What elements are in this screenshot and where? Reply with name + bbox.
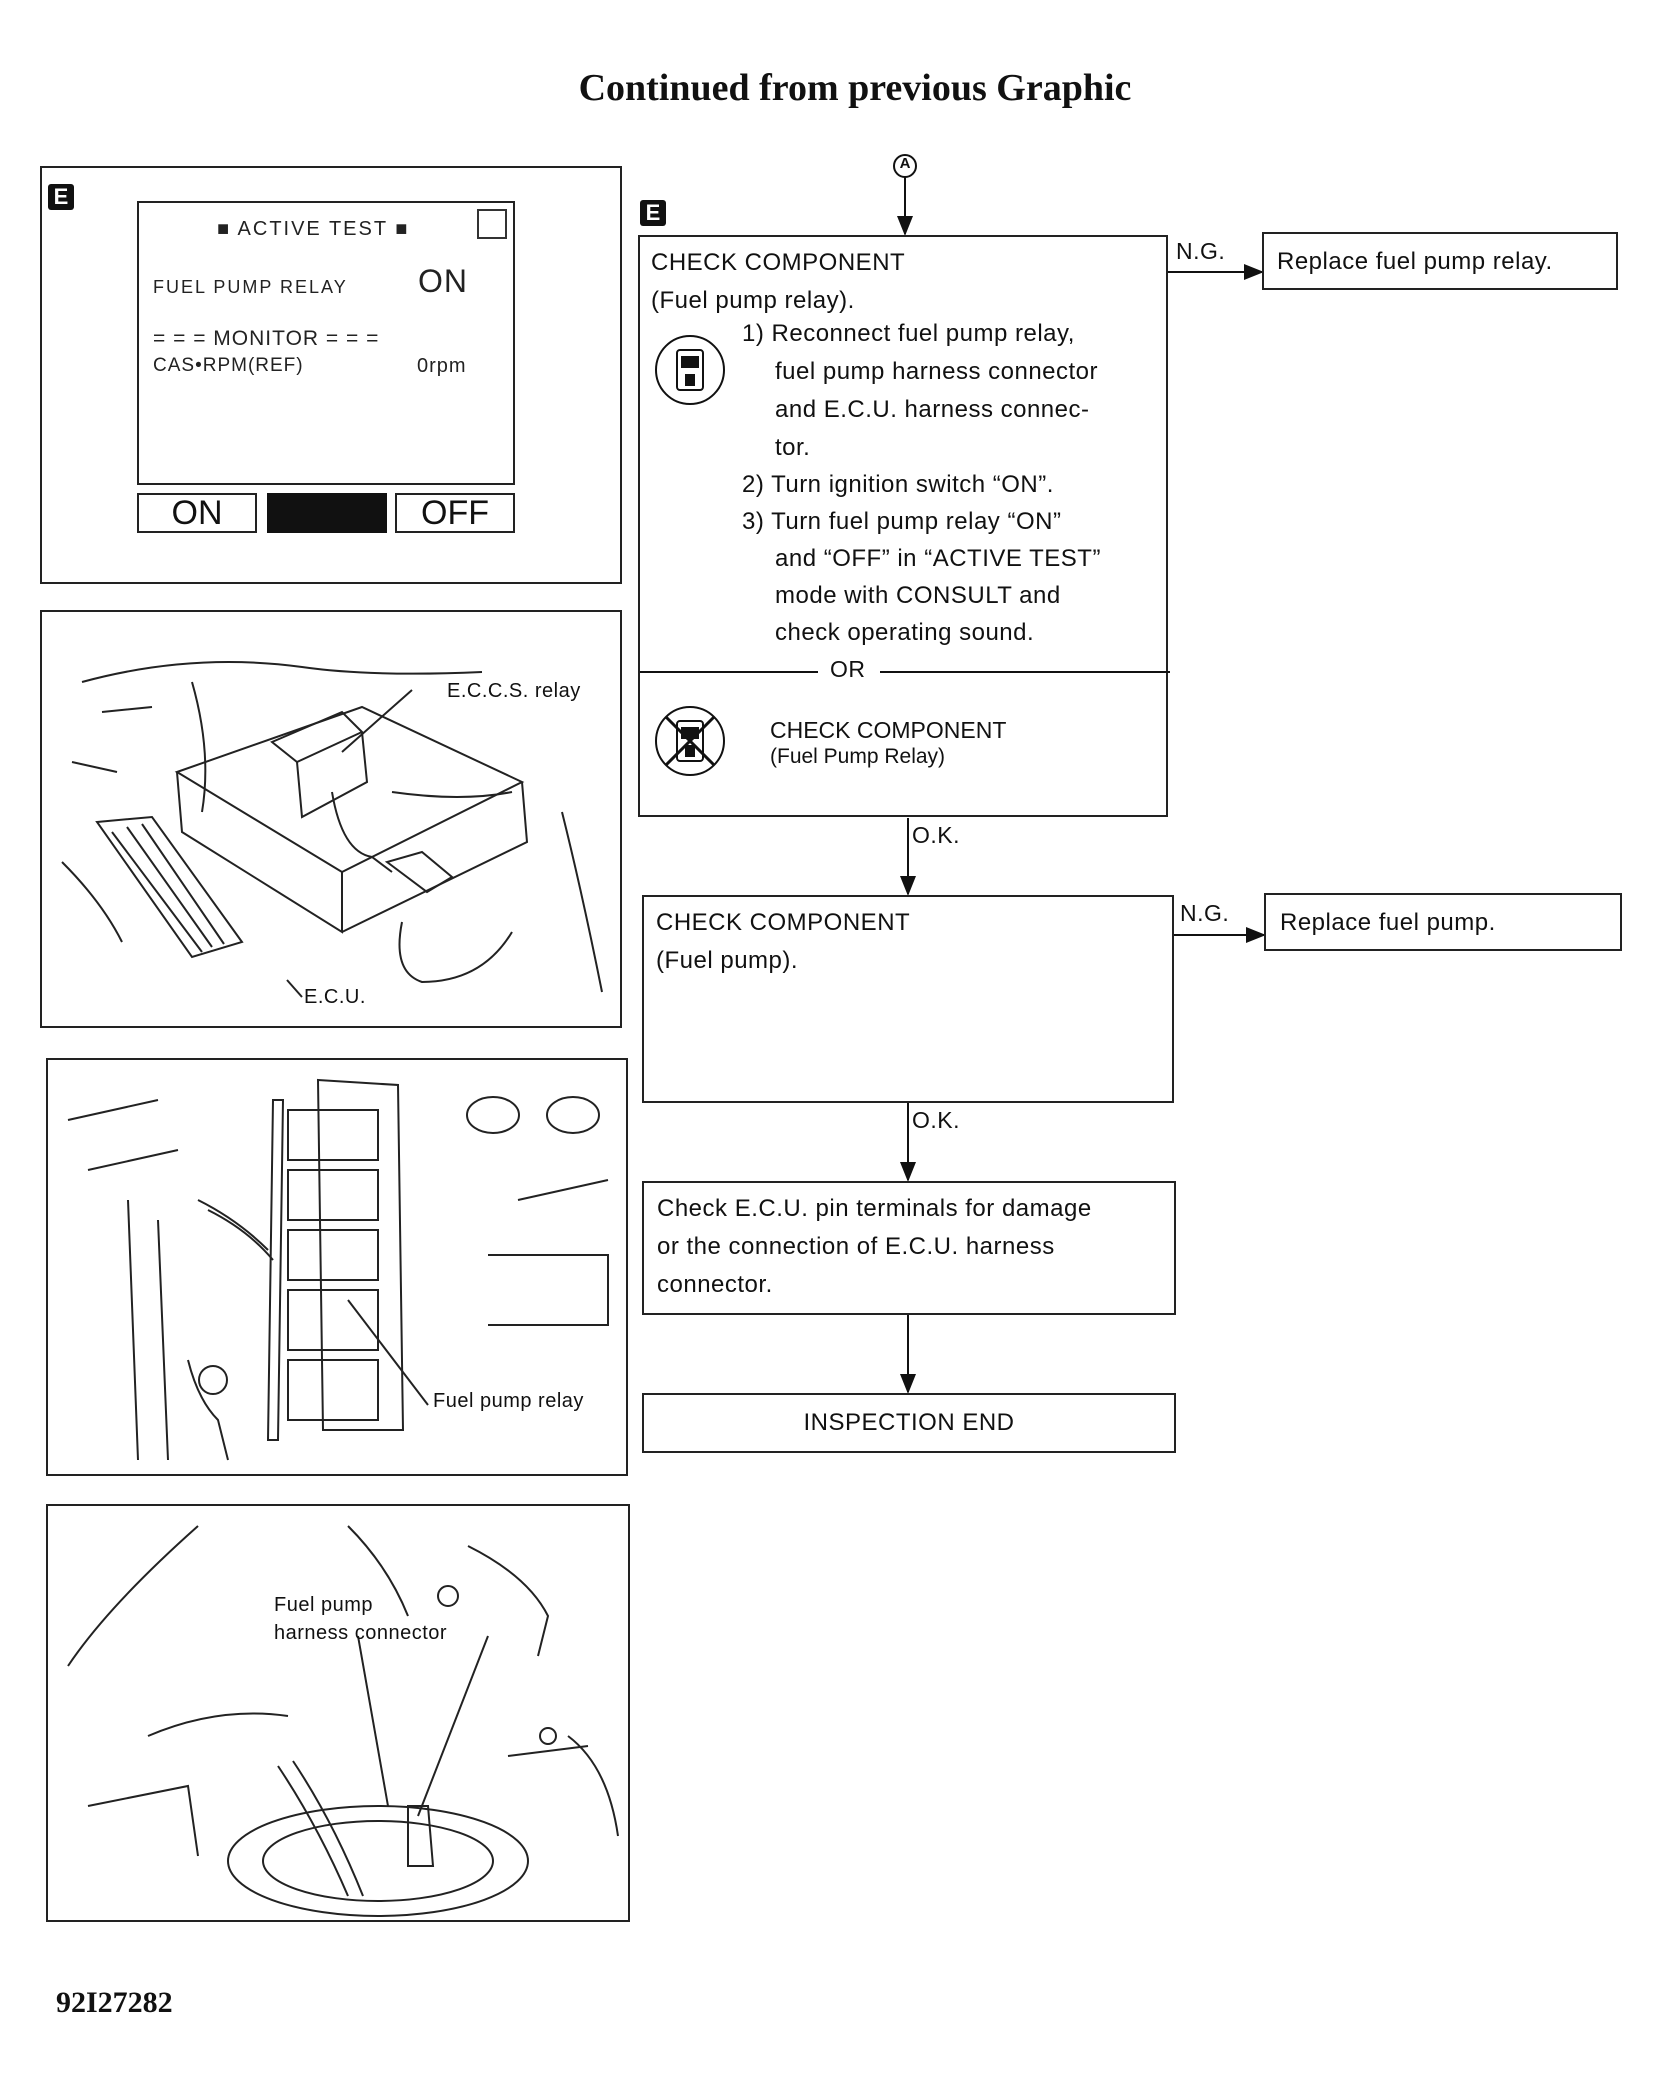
connector-illustration-panel [46,1504,630,1922]
fuel-pump-relay-label: Fuel pump relay [433,1390,584,1412]
fuel-pump-relay-value: ON [418,263,468,299]
check-fuel-pump-relay-box [638,235,1168,817]
fuel-pump-relay-label: FUEL PUMP RELAY [153,277,348,297]
box1-step-2: 2) Turn ignition switch “ON”. [742,471,1054,498]
box1-subtitle: (Fuel pump relay). [651,287,855,314]
box1-step-3c: mode with CONSULT and [775,582,1061,609]
off-button[interactable]: OFF [395,493,515,533]
screen-checkbox[interactable] [477,209,507,239]
badge-e-flow: E [640,200,666,226]
or-divider-left [640,671,818,673]
alt-title: CHECK COMPONENT [770,717,1007,743]
box1-title: CHECK COMPONENT [651,249,906,276]
box3-line2: or the connection of E.C.U. harness [657,1233,1055,1260]
connector-label-line2: harness connector [274,1622,448,1644]
box3-line3: connector. [657,1271,773,1298]
no-consult-icon [652,703,728,779]
connector-drawing [48,1506,632,1924]
box1-step-1d: tor. [775,434,811,461]
or-label: OR [830,656,866,682]
consult-screen [137,201,515,485]
ecu-illustration-panel [40,610,622,1028]
monitor-heading: = = = MONITOR = = = [153,327,380,350]
ng-label-2: N.G. [1180,900,1230,926]
relay-illustration-panel [46,1058,628,1476]
replace-relay-text: Replace fuel pump relay. [1277,248,1553,275]
inspection-end-box [642,1393,1176,1453]
alt-subtitle: (Fuel Pump Relay) [770,745,946,768]
figure-code: 92I27282 [56,1986,173,2019]
monitor-label: CAS•RPM(REF) [153,355,304,376]
box1-step-1b: fuel pump harness connector [775,358,1099,385]
box1-step-3: 3) Turn fuel pump relay “ON” [742,508,1062,535]
check-fuel-pump-box [642,895,1174,1103]
ecu-label: E.C.U. [304,986,366,1008]
ecu-drawing [42,612,624,1030]
check-ecu-terminals-box [642,1181,1176,1315]
inspection-end-text: INSPECTION END [803,1409,1015,1436]
blank-button[interactable] [267,493,387,533]
or-divider-right [880,671,1170,673]
box2-title: CHECK COMPONENT [656,909,911,936]
ng-label-1: N.G. [1176,238,1226,264]
consult-panel [40,166,622,584]
box1-step-1: 1) Reconnect fuel pump relay, [742,320,1075,347]
box1-step-1c: and E.C.U. harness connec- [775,396,1090,423]
box3-line1: Check E.C.U. pin terminals for damage [657,1195,1092,1222]
connector-label-line1: Fuel pump [274,1594,373,1616]
page-title: Continued from previous Graphic [578,67,1132,109]
badge-e-left: E [48,184,74,210]
consult-icon [652,332,728,408]
relay-drawing [48,1060,630,1478]
connector-mark-a: A [899,155,911,172]
eccs-relay-label: E.C.C.S. relay [447,680,581,702]
replace-fuel-pump-box [1264,893,1622,951]
active-test-heading: ■ ACTIVE TEST ■ [217,218,410,240]
box1-step-3b: and “OFF” in “ACTIVE TEST” [775,545,1101,572]
ok-label-2: O.K. [912,1107,961,1133]
replace-fuel-pump-relay-box [1262,232,1618,290]
ok-label-1: O.K. [912,822,961,848]
monitor-value: 0rpm [417,355,467,377]
box1-step-3d: check operating sound. [775,619,1035,646]
box2-subtitle: (Fuel pump). [656,947,799,974]
on-button[interactable]: ON [137,493,257,533]
replace-pump-text: Replace fuel pump. [1280,909,1496,936]
